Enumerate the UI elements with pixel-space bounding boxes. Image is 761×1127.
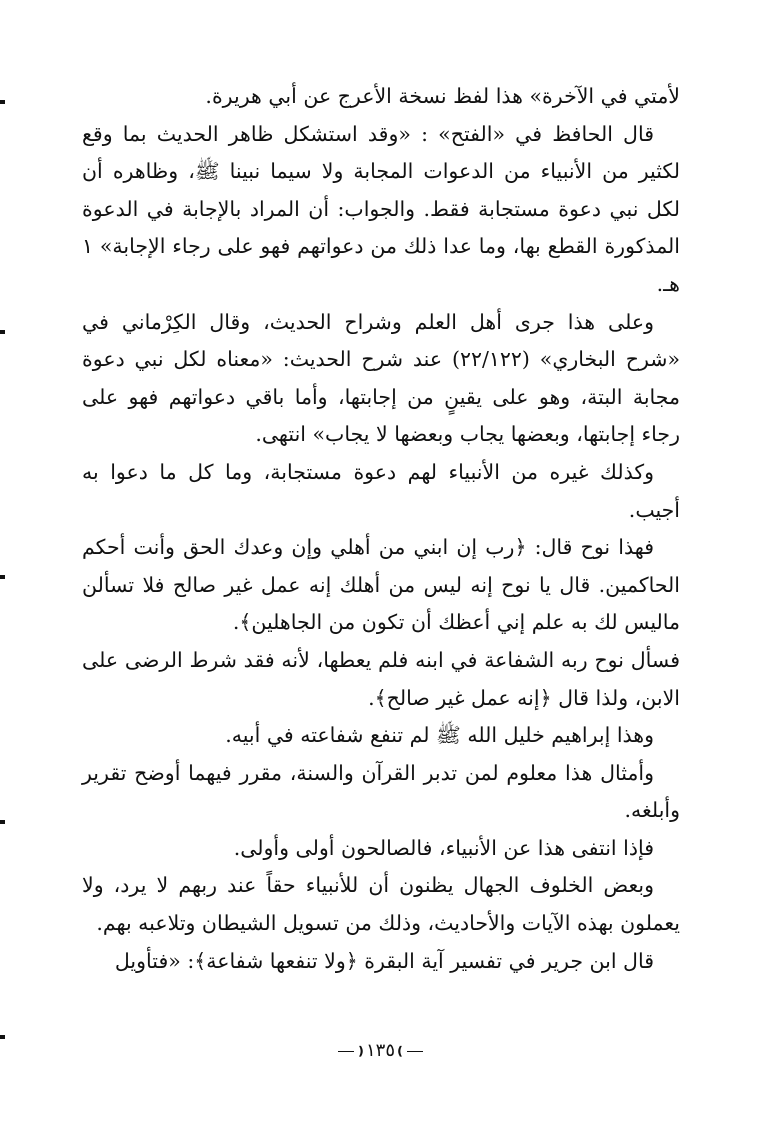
edge-mark [0,1035,5,1039]
footer-ornament-left: ❪ [355,1044,366,1058]
paragraph-9: فإذا انتفى هذا عن الأنبياء، فالصالحون أولى وأولى. [233,835,654,860]
paragraph-11: قال ابن جرير في تفسير آية البقرة ﴿ولا تنفعها شفاعة﴾: «فتأويل [114,948,654,973]
footer-dash [338,1051,354,1052]
body-text [82,78,680,980]
page-footer [0,1040,761,1061]
paragraph-8: وأمثال هذا معلوم لمن تدبر القرآن والسنة، مقرر فيهما أوضح تقرير وأبلغه. [82,760,680,823]
edge-mark [0,820,5,824]
edge-mark [0,330,5,334]
paragraph-5: فهذا نوح قال: ﴿رب إن ابني من أهلي وإن وعدك الحق وأنت أحكم الحاكمين. قال يا نوح إنه ليس من أهلك إنه عمل غير صالح فلا تسألن ماليس لك به علم إني أعظك أن تكون من الجاهلين﴾. [82,535,680,635]
paragraph-3: وعلى هذا جرى أهل العلم وشراح الحديث، وقال الكِرْماني في «شرح البخاري» (٢٢/١٢٢) عند شرح الحديث: «معناه لكل نبي دعوة مجابة البتة، وهو على يقينٍ من إجابتها، وأما باقي دعواتهم فهو على رجاء إجابتها، وبعضها يجاب وبعضها لا يجاب» انتهى. [82,309,680,447]
paragraph-7: وهذا إبراهيم خليل الله ﷺ لم تنفع شفاعته في أبيه. [225,723,654,748]
paragraph-1: لأمتي في الآخرة» هذا لفظ نسخة الأعرج عن أبي هريرة. [205,84,680,108]
paragraph-6: فسأل نوح ربه الشفاعة في ابنه فلم يعطها، لأنه فقد شرط الرضى على الابن، ولذا قال ﴿إنه عمل غير صالح﴾. [82,647,680,710]
page-number: ١٣٥ [365,1040,395,1061]
edge-mark [0,575,5,579]
edge-mark [0,100,5,104]
paragraph-10: وبعض الخلوف الجهال يظنون أن للأنبياء حقاً عند ربهم لا يرد، ولا يعملون بهذه الآيات والأحاديث، وذلك من تسويل الشيطان وتلاعبه بهم. [82,873,680,936]
paragraph-4: وكذلك غيره من الأنبياء لهم دعوة مستجابة، وما كل ما دعوا به أجيب. [82,459,680,522]
footer-ornament-right: ❫ [395,1044,406,1058]
footer-dash [407,1051,423,1052]
paragraph-2: قال الحافظ في «الفتح» : «وقد استشكل ظاهر الحديث بما وقع لكثير من الأنبياء من الدعوات المجابة ولا سيما نبينا ﷺ، وظاهره أن لكل نبي دعوة مستجابة فقط. والجواب: أن المراد بالإجابة في الدعوة المذكورة القطع بها، وما عدا ذلك من دعواتهم فهو على رجاء الإجابة» ١ هـ. [82,121,680,296]
